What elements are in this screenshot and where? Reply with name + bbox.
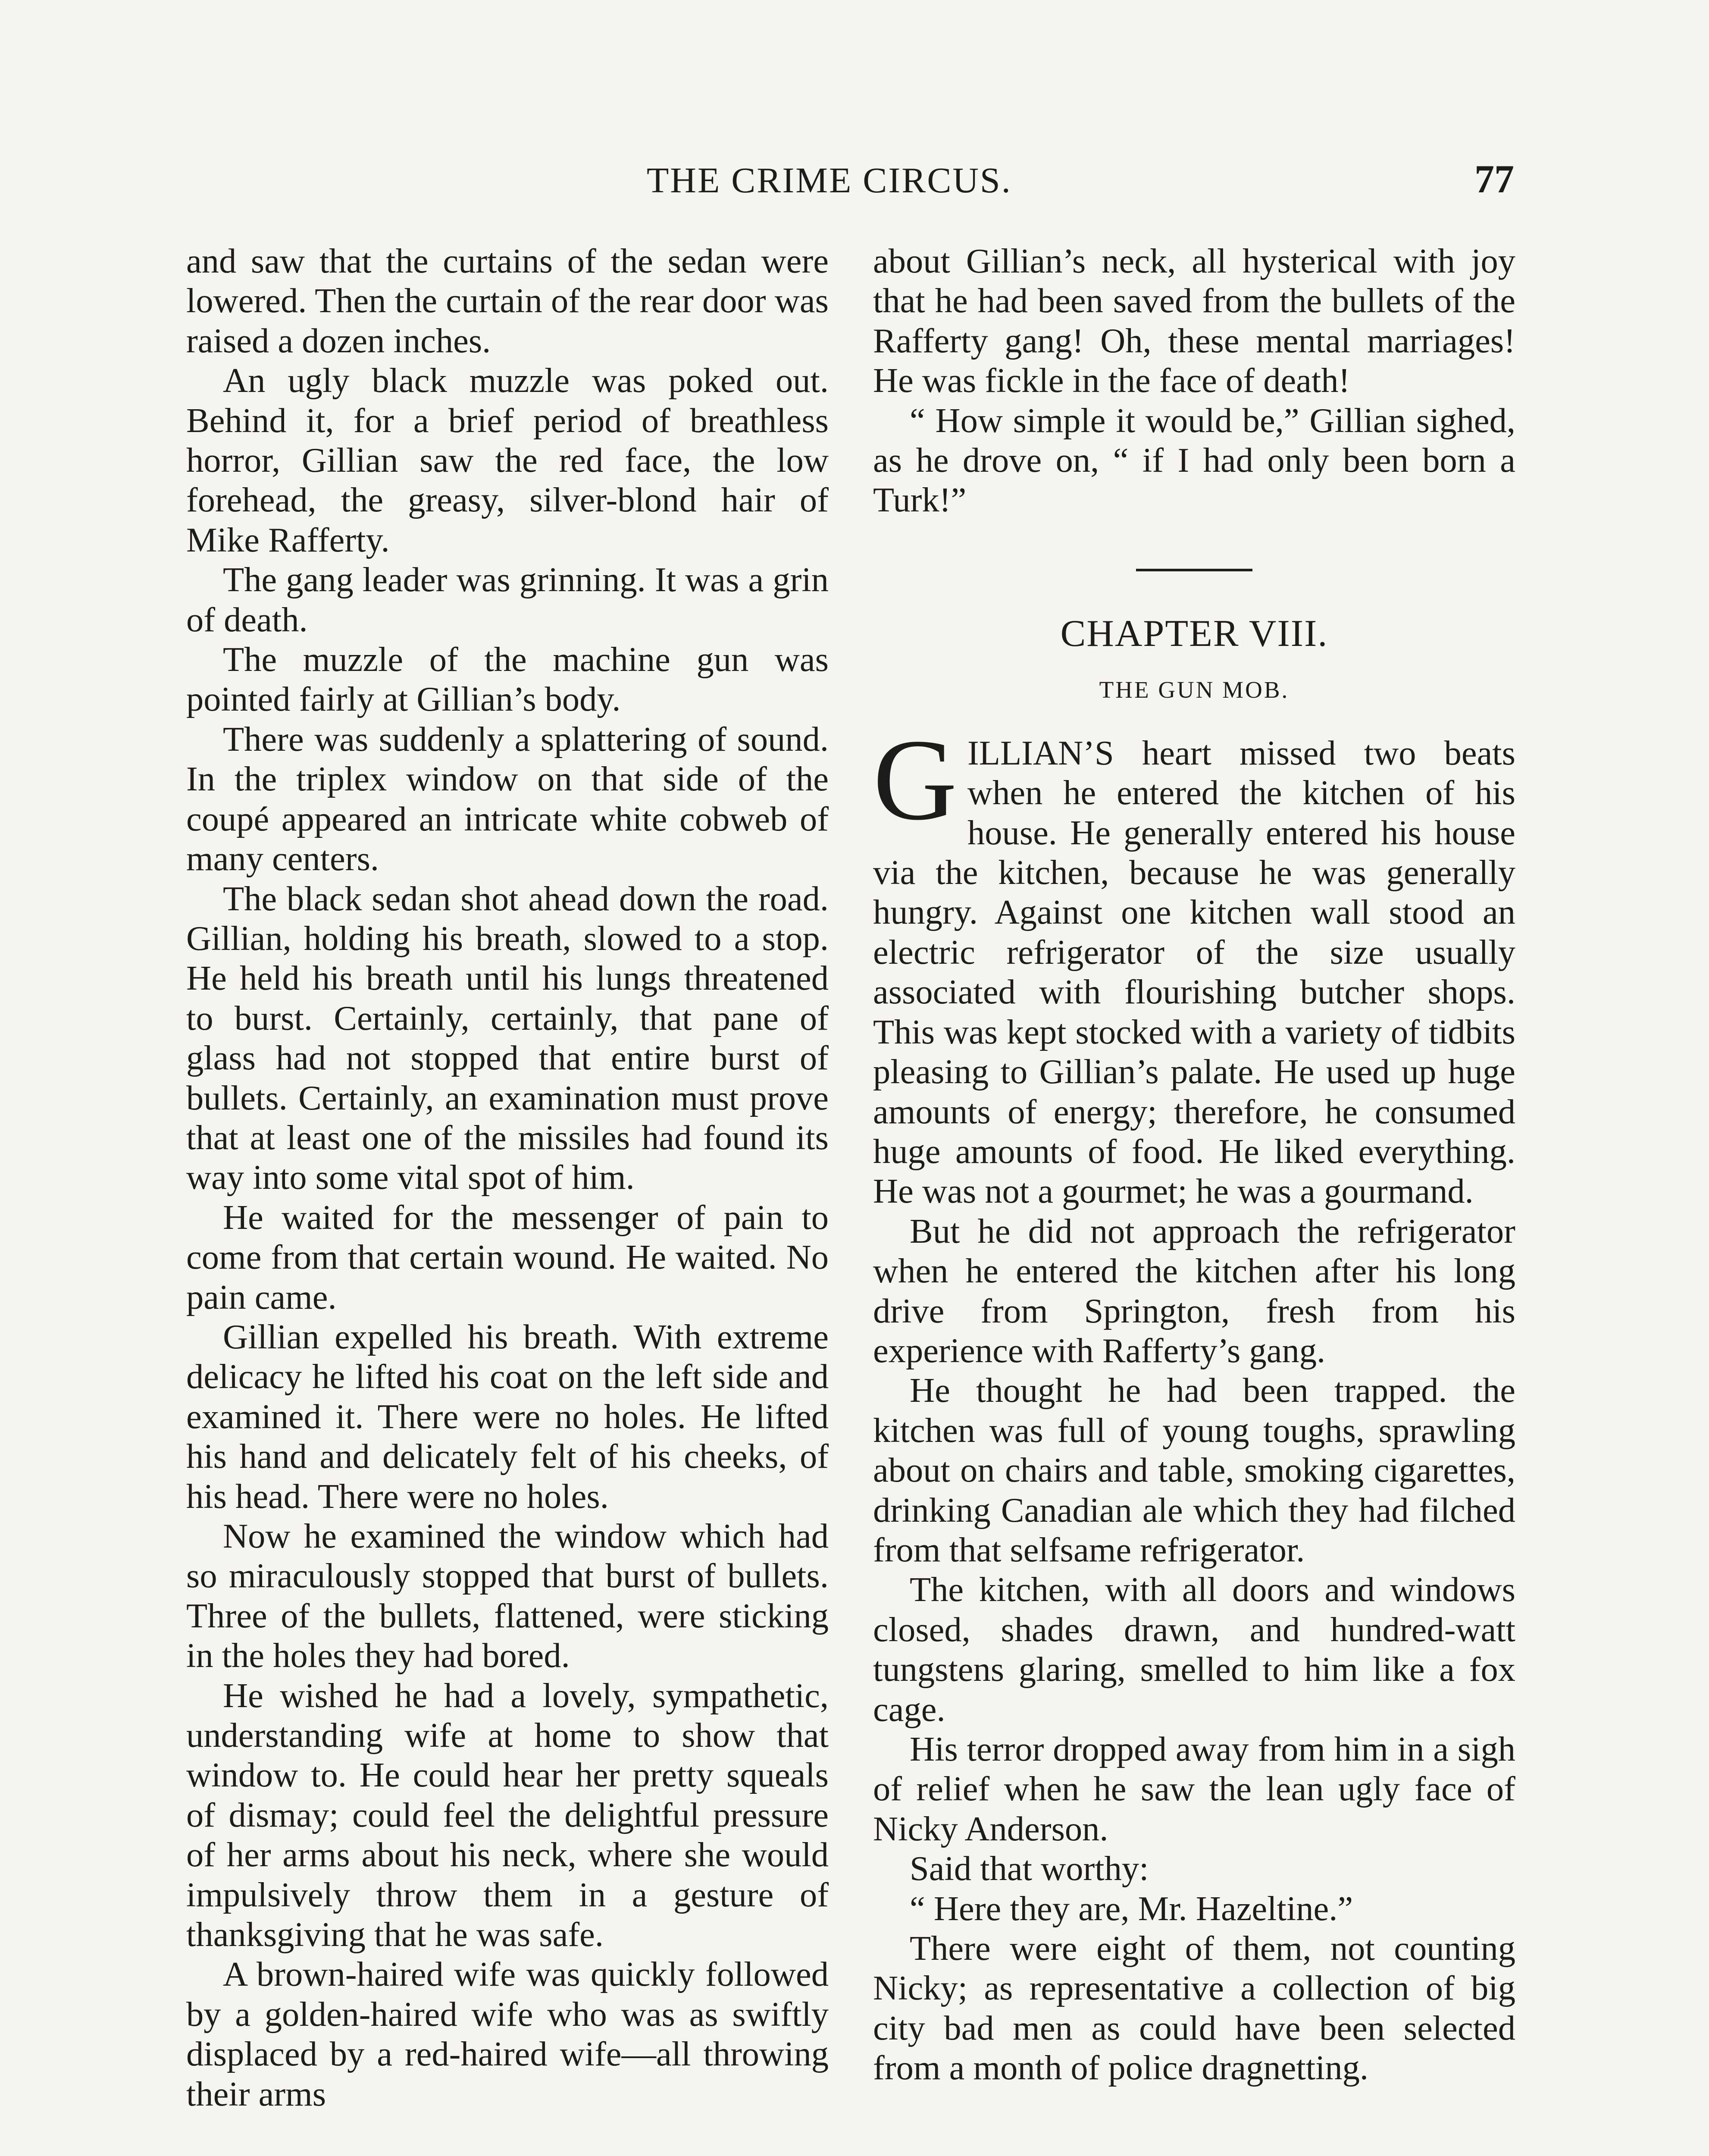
chapter-title: CHAPTER VIII. bbox=[1060, 612, 1328, 655]
chapter-first-paragraph bbox=[873, 715, 1515, 1212]
paragraph: He waited for the messenger of pain to come from that certain wound. He waited. No pain came. bbox=[186, 1198, 829, 1316]
paragraph: The kitchen, with all doors and windows closed, shades drawn, and hundred-watt tungstens glaring, smelled to him like a fox cage. bbox=[873, 1570, 1515, 1729]
paragraph: His terror dropped away from him in a sigh of relief when he saw the lean ugly face of Nicky Anderson. bbox=[873, 1730, 1515, 1848]
paragraph: There was suddenly a splattering of sound. In the triplex window on that side of the coupé appeared an intricate white cobweb of many centers. bbox=[186, 720, 829, 878]
paragraph: He wished he had a lovely, sympathetic, understanding wife at home to show that window to. He could hear her pretty squeals of dismay; could feel the delightful pressure of her arms about his neck, where she would impulsively throw them in a gesture of thanksgiving that he was safe. bbox=[186, 1676, 829, 1954]
paragraph: An ugly black muzzle was poked out. Behind it, for a brief period of breathless horror, Gillian saw the red face, the low forehead, the greasy, silver-blond hair of Mike Rafferty. bbox=[186, 361, 829, 559]
paragraph: There were eight of them, not counting Nicky; as representative a collection of big city bad men as could have been selected from a month of police dragnetting. bbox=[873, 1929, 1515, 2087]
paragraph: about Gillian’s neck, all hysterical with joy that he had been saved from the bullets of the Rafferty gang! Oh, these mental marriages! He was fickle in the face of death! bbox=[873, 242, 1515, 400]
paragraph: “ How simple it would be,” Gillian sighed, as he drove on, “ if I had only been born a Turk!” bbox=[873, 401, 1515, 520]
paragraph: and saw that the curtains of the sedan were lowered. Then the curtain of the rear door was raised a dozen inches. bbox=[186, 242, 829, 360]
paragraph: The black sedan shot ahead down the road. Gillian, holding his breath, slowed to a stop. He held his breath until his lungs threatened to burst. Certainly, certainly, that pane of glass had not stopped that entire burst of bullets. Certainly, an examination must prove that at least one of the missiles had found its way into some vital spot of him. bbox=[186, 879, 829, 1197]
paragraph: Now he examined the window which had so miraculously stopped that burst of bullets. Three of the bullets, flattened, were sticking in the holes they had bored. bbox=[186, 1517, 829, 1675]
drop-cap: G bbox=[873, 715, 957, 844]
right-column bbox=[873, 241, 1515, 2088]
running-title: THE CRIME CIRCUS. bbox=[647, 160, 1012, 201]
first-paragraph-text: ILLIAN’S heart missed two beats when he entered the kitchen of his house. He generally entered his house via the kitchen, because he was generally hungry. Against one kitchen wall stood an electric refrigerator of the size usually associated with flourishing butcher shops. This was kept stocked with a variety of tidbits pleasing to Gillian’s palate. He used up huge amounts of energy; therefore, he consumed huge amounts of food. He liked everything. He was not a gourmet; he was a gourmand. bbox=[873, 733, 1515, 1211]
section-divider bbox=[1136, 569, 1252, 571]
paragraph: But he did not approach the refrigerator when he entered the kitchen after his long drive from Springton, fresh from his experience with Rafferty’s gang. bbox=[873, 1212, 1515, 1370]
paragraph: He thought he had been trapped. the kitchen was full of young toughs, sprawling about on chairs and table, smoking cigarettes, drinking Canadian ale which they had filched from that selfsame refrigerator. bbox=[873, 1371, 1515, 1569]
page-number: 77 bbox=[1474, 157, 1514, 201]
paragraph: Gillian expelled his breath. With extreme delicacy he lifted his coat on the left side and examined it. There were no holes. He lifted his hand and delicately felt of his cheeks, of his head. There were no holes. bbox=[186, 1317, 829, 1516]
paragraph: Said that worthy: bbox=[910, 1849, 1149, 1888]
running-header bbox=[0, 157, 1709, 220]
paragraph: A brown-haired wife was quickly followed by a golden-haired wife who was as swiftly displaced by a red-haired wife—all throwing their arms bbox=[186, 1955, 829, 2113]
paragraph: “ Here they are, Mr. Hazeltine.” bbox=[910, 1889, 1353, 1928]
left-column bbox=[186, 241, 829, 2114]
paragraph: The gang leader was grinning. It was a grin of death. bbox=[186, 561, 829, 639]
paragraph: The muzzle of the machine gun was pointed fairly at Gillian’s body. bbox=[186, 640, 829, 719]
chapter-subtitle: THE GUN MOB. bbox=[1099, 676, 1290, 703]
